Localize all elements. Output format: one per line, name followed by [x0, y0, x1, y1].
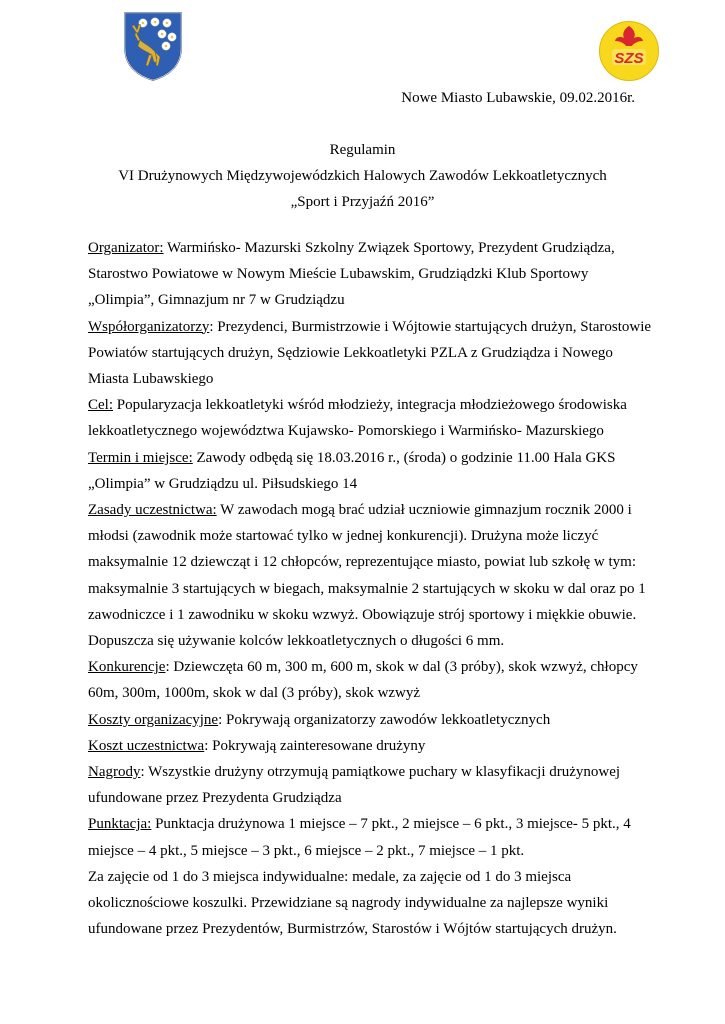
rules-line-5: zawodniczce i 1 zawodniku w skoku wzwyż. Obowiązuje strój sportowy i miękkie obuwie. — [88, 606, 637, 623]
individual-line-3: ufundowane przez Prezydentów, Burmistrzów, Starostów i Wójtów startujących drużyn. — [88, 921, 617, 938]
prizes-text: : Wszystkie drużyny otrzymują pamiątkowe puchary w klasyfikacji drużynowej — [140, 764, 621, 781]
goal-line-2: lekkoatletycznego województwa Kujawsko- Pomorskiego i Warmińsko- Mazurskiego — [88, 423, 604, 440]
organizer-line-3: „Olimpia”, Gimnazjum nr 7 w Grudziądzu — [88, 292, 345, 309]
prizes-label: Nagrody — [88, 764, 141, 781]
prizes-line-1 — [88, 759, 637, 785]
fee-line — [88, 733, 637, 759]
fee-label: Koszt uczestnictwa — [88, 737, 205, 754]
coat-of-arms-logo — [122, 10, 184, 82]
rules-line-4: maksymalnie 3 startujących w biegach, maksymalnie 2 startujących w skoku w dal oraz po 1 — [88, 580, 646, 597]
events-label: Konkurencje — [88, 659, 166, 676]
document-title: Regulamin — [329, 142, 396, 158]
document-date: Nowe Miasto Lubawskie, 09.02.2016r. — [401, 90, 635, 106]
date-place-text: Zawody odbędą się 18.03.2016 r., (środa) o godzinie 11.00 Hala GKS — [192, 449, 616, 466]
rules-line-1 — [88, 497, 637, 523]
rules-text: W zawodach mogą brać udział uczniowie gimnazjum rocznik 2000 i — [216, 502, 632, 519]
events-line-1 — [88, 654, 637, 680]
shield-icon — [122, 10, 184, 82]
individual-line-1: Za zajęcie od 1 do 3 miejsca indywidualne: medale, za zajęcie od 1 do 3 miejsca — [88, 868, 572, 885]
coorganizers-text: : Prezydenci, Burmistrzowie i Wójtowie startujących drużyn, Starostowie — [209, 318, 652, 335]
coorganizers-label: Współorganizatorzy — [88, 318, 210, 335]
organizer-text: Warmińsko- Mazurski Szkolny Związek Sportowy, Prezydent Grudziądza, — [163, 240, 615, 256]
date-place-line-1 — [88, 445, 637, 471]
document-subtitle: VI Drużynowych Międzywojewódzkich Halowych Zawodów Lekkoatletycznych — [118, 168, 607, 184]
coorganizers-line-1 — [88, 314, 652, 340]
rules-line-2: młodsi (zawodnik może startować tylko w jednej konkurencji). Drużyna może liczyć — [88, 528, 599, 545]
prizes-line-2: ufundowane przez Prezydenta Grudziądza — [88, 790, 342, 807]
organizer-line-2: Starostwo Powiatowe w Nowym Mieście Lubawskim, Grudziądzki Klub Sportowy — [88, 266, 589, 283]
events-line-2: 60m, 300m, 1000m, skok w dal (3 próby), skok wzwyż — [88, 685, 421, 702]
costs-label: Koszty organizacyjne — [88, 711, 219, 728]
event-name: „Sport i Przyjaźń 2016” — [290, 194, 435, 210]
szs-logo-text: SZS — [614, 50, 644, 67]
scoring-line-1 — [88, 811, 637, 837]
scoring-text: Punktacja drużynowa 1 miejsce – 7 pkt., 2 miejsce – 6 pkt., 3 miejsce- 5 pkt., 4 — [151, 816, 631, 833]
document-title-block — [88, 137, 637, 215]
scoring-line-2: miejsce – 4 pkt., 5 miejsce – 3 pkt., 6 miejsce – 2 pkt., 7 miejsce – 1 pkt. — [88, 842, 525, 859]
fee-text: : Pokrywają zainteresowane drużyny — [204, 737, 426, 754]
date-place-label: Termin i miejsce: — [88, 449, 193, 466]
rules-line-6: Dopuszcza się używanie kolców lekkoatletycznych o długości 6 mm. — [88, 633, 505, 650]
rules-line-3: maksymalnie 12 dziewcząt i 12 chłopców, reprezentujące miasto, powiat lub szkołę w tym: — [88, 554, 637, 571]
costs-line — [88, 707, 637, 733]
szs-logo — [598, 20, 660, 82]
goal-text: Popularyzacja lekkoatletyki wśród młodzieży, integracja młodzieżowego środowiska — [113, 397, 627, 414]
goal-line-1 — [88, 392, 637, 418]
costs-text: : Pokrywają organizatorzy zawodów lekkoatletycznych — [218, 711, 551, 728]
scoring-label: Punktacja: — [88, 816, 152, 833]
coorganizers-line-2: Powiatów startujących drużyn, Sędziowie Lekkoatletyki PZLA z Grudziądza i Nowego — [88, 344, 613, 361]
individual-line-2: okolicznościowe koszulki. Przewidziane są nagrody indywidualne za najlepsze wyniki — [88, 895, 609, 912]
organizer-label: Organizator: — [88, 240, 164, 256]
document-body — [88, 235, 652, 942]
events-text: : Dziewczęta 60 m, 300 m, 600 m, skok w dal (3 próby), skok wzwyż, chłopcy — [165, 659, 638, 676]
goal-label: Cel: — [88, 397, 113, 414]
coorganizers-line-3: Miasta Lubawskiego — [88, 371, 214, 388]
date-place-line-2: „Olimpia” w Grudziądzu ul. Piłsudskiego 14 — [88, 475, 358, 492]
rules-label: Zasady uczestnictwa: — [88, 502, 217, 519]
organizer-line-1 — [88, 235, 637, 261]
szs-emblem-icon — [598, 20, 660, 82]
